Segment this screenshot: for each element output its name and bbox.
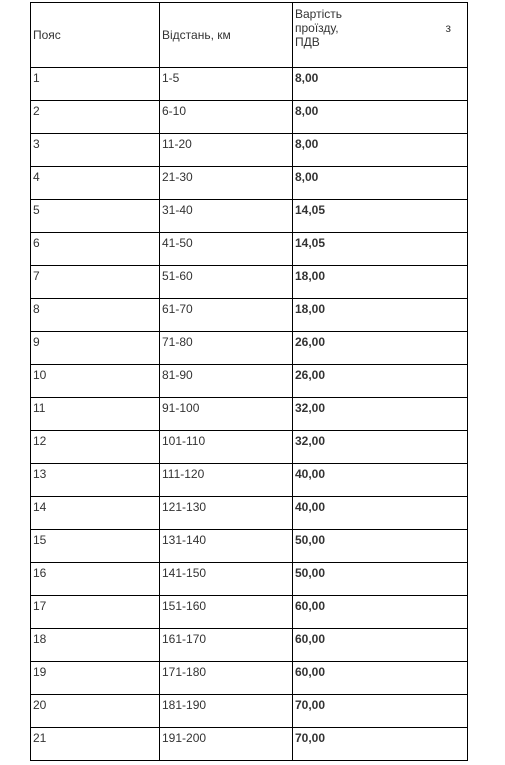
table-row xyxy=(31,299,468,332)
zone-cell: 13 xyxy=(31,464,160,497)
distance-cell: 11-20 xyxy=(160,134,293,167)
table-row xyxy=(31,233,468,266)
zone-cell: 17 xyxy=(31,596,160,629)
distance-cell: 31-40 xyxy=(160,200,293,233)
distance-cell: 141-150 xyxy=(160,563,293,596)
distance-cell: 1-5 xyxy=(160,68,293,101)
distance-cell: 91-100 xyxy=(160,398,293,431)
table-row xyxy=(31,332,468,365)
table-row xyxy=(31,398,468,431)
table-row xyxy=(31,629,468,662)
price-cell: 50,00 xyxy=(293,530,468,563)
zone-cell: 9 xyxy=(31,332,160,365)
zone-cell: 7 xyxy=(31,266,160,299)
zone-cell: 15 xyxy=(31,530,160,563)
price-cell: 14,05 xyxy=(293,200,468,233)
zone-cell: 3 xyxy=(31,134,160,167)
distance-cell: 71-80 xyxy=(160,332,293,365)
zone-cell: 19 xyxy=(31,662,160,695)
price-cell: 32,00 xyxy=(293,431,468,464)
table-row xyxy=(31,365,468,398)
zone-cell: 11 xyxy=(31,398,160,431)
distance-cell: 181-190 xyxy=(160,695,293,728)
table-row xyxy=(31,134,468,167)
table-row xyxy=(31,266,468,299)
distance-cell: 191-200 xyxy=(160,728,293,761)
table-row xyxy=(31,563,468,596)
price-cell: 40,00 xyxy=(293,464,468,497)
price-cell: 26,00 xyxy=(293,365,468,398)
price-cell: 60,00 xyxy=(293,662,468,695)
price-cell: 70,00 xyxy=(293,728,468,761)
table-row xyxy=(31,596,468,629)
distance-cell: 111-120 xyxy=(160,464,293,497)
zone-cell: 14 xyxy=(31,497,160,530)
distance-cell: 81-90 xyxy=(160,365,293,398)
price-cell: 8,00 xyxy=(293,101,468,134)
price-cell: 60,00 xyxy=(293,596,468,629)
table-row xyxy=(31,431,468,464)
price-cell: 18,00 xyxy=(293,299,468,332)
zone-cell: 8 xyxy=(31,299,160,332)
table-row xyxy=(31,662,468,695)
table-row xyxy=(31,695,468,728)
fare-table-body xyxy=(31,3,468,761)
distance-cell: 131-140 xyxy=(160,530,293,563)
table-row xyxy=(31,530,468,563)
zone-cell: 10 xyxy=(31,365,160,398)
table-row xyxy=(31,728,468,761)
header-cost-line1: Вартість xyxy=(295,7,342,21)
table-row xyxy=(31,200,468,233)
price-cell: 8,00 xyxy=(293,134,468,167)
fare-table xyxy=(30,2,468,761)
distance-cell: 21-30 xyxy=(160,167,293,200)
price-cell: 50,00 xyxy=(293,563,468,596)
table-row xyxy=(31,167,468,200)
distance-cell: 161-170 xyxy=(160,629,293,662)
zone-cell: 5 xyxy=(31,200,160,233)
table-row xyxy=(31,464,468,497)
zone-cell: 6 xyxy=(31,233,160,266)
table-row xyxy=(31,68,468,101)
distance-cell: 41-50 xyxy=(160,233,293,266)
price-cell: 14,05 xyxy=(293,233,468,266)
distance-cell: 51-60 xyxy=(160,266,293,299)
zone-cell: 4 xyxy=(31,167,160,200)
price-cell: 26,00 xyxy=(293,332,468,365)
table-row xyxy=(31,101,468,134)
distance-cell: 101-110 xyxy=(160,431,293,464)
zone-cell: 20 xyxy=(31,695,160,728)
zone-cell: 2 xyxy=(31,101,160,134)
price-cell: 18,00 xyxy=(293,266,468,299)
header-cost-suffix: з xyxy=(445,21,451,35)
zone-cell: 18 xyxy=(31,629,160,662)
header-cost-line2: проїзду, xyxy=(295,21,339,35)
distance-cell: 121-130 xyxy=(160,497,293,530)
table-header-row xyxy=(31,3,468,68)
price-cell: 70,00 xyxy=(293,695,468,728)
header-cost xyxy=(293,3,468,68)
header-distance: Відстань, км xyxy=(160,3,293,68)
distance-cell: 61-70 xyxy=(160,299,293,332)
price-cell: 32,00 xyxy=(293,398,468,431)
zone-cell: 12 xyxy=(31,431,160,464)
header-zone: Пояс xyxy=(31,3,160,68)
price-cell: 40,00 xyxy=(293,497,468,530)
distance-cell: 171-180 xyxy=(160,662,293,695)
price-cell: 8,00 xyxy=(293,68,468,101)
price-cell: 8,00 xyxy=(293,167,468,200)
header-cost-line3: ПДВ xyxy=(295,35,320,49)
zone-cell: 1 xyxy=(31,68,160,101)
distance-cell: 151-160 xyxy=(160,596,293,629)
price-cell: 60,00 xyxy=(293,629,468,662)
zone-cell: 21 xyxy=(31,728,160,761)
table-row xyxy=(31,497,468,530)
zone-cell: 16 xyxy=(31,563,160,596)
distance-cell: 6-10 xyxy=(160,101,293,134)
